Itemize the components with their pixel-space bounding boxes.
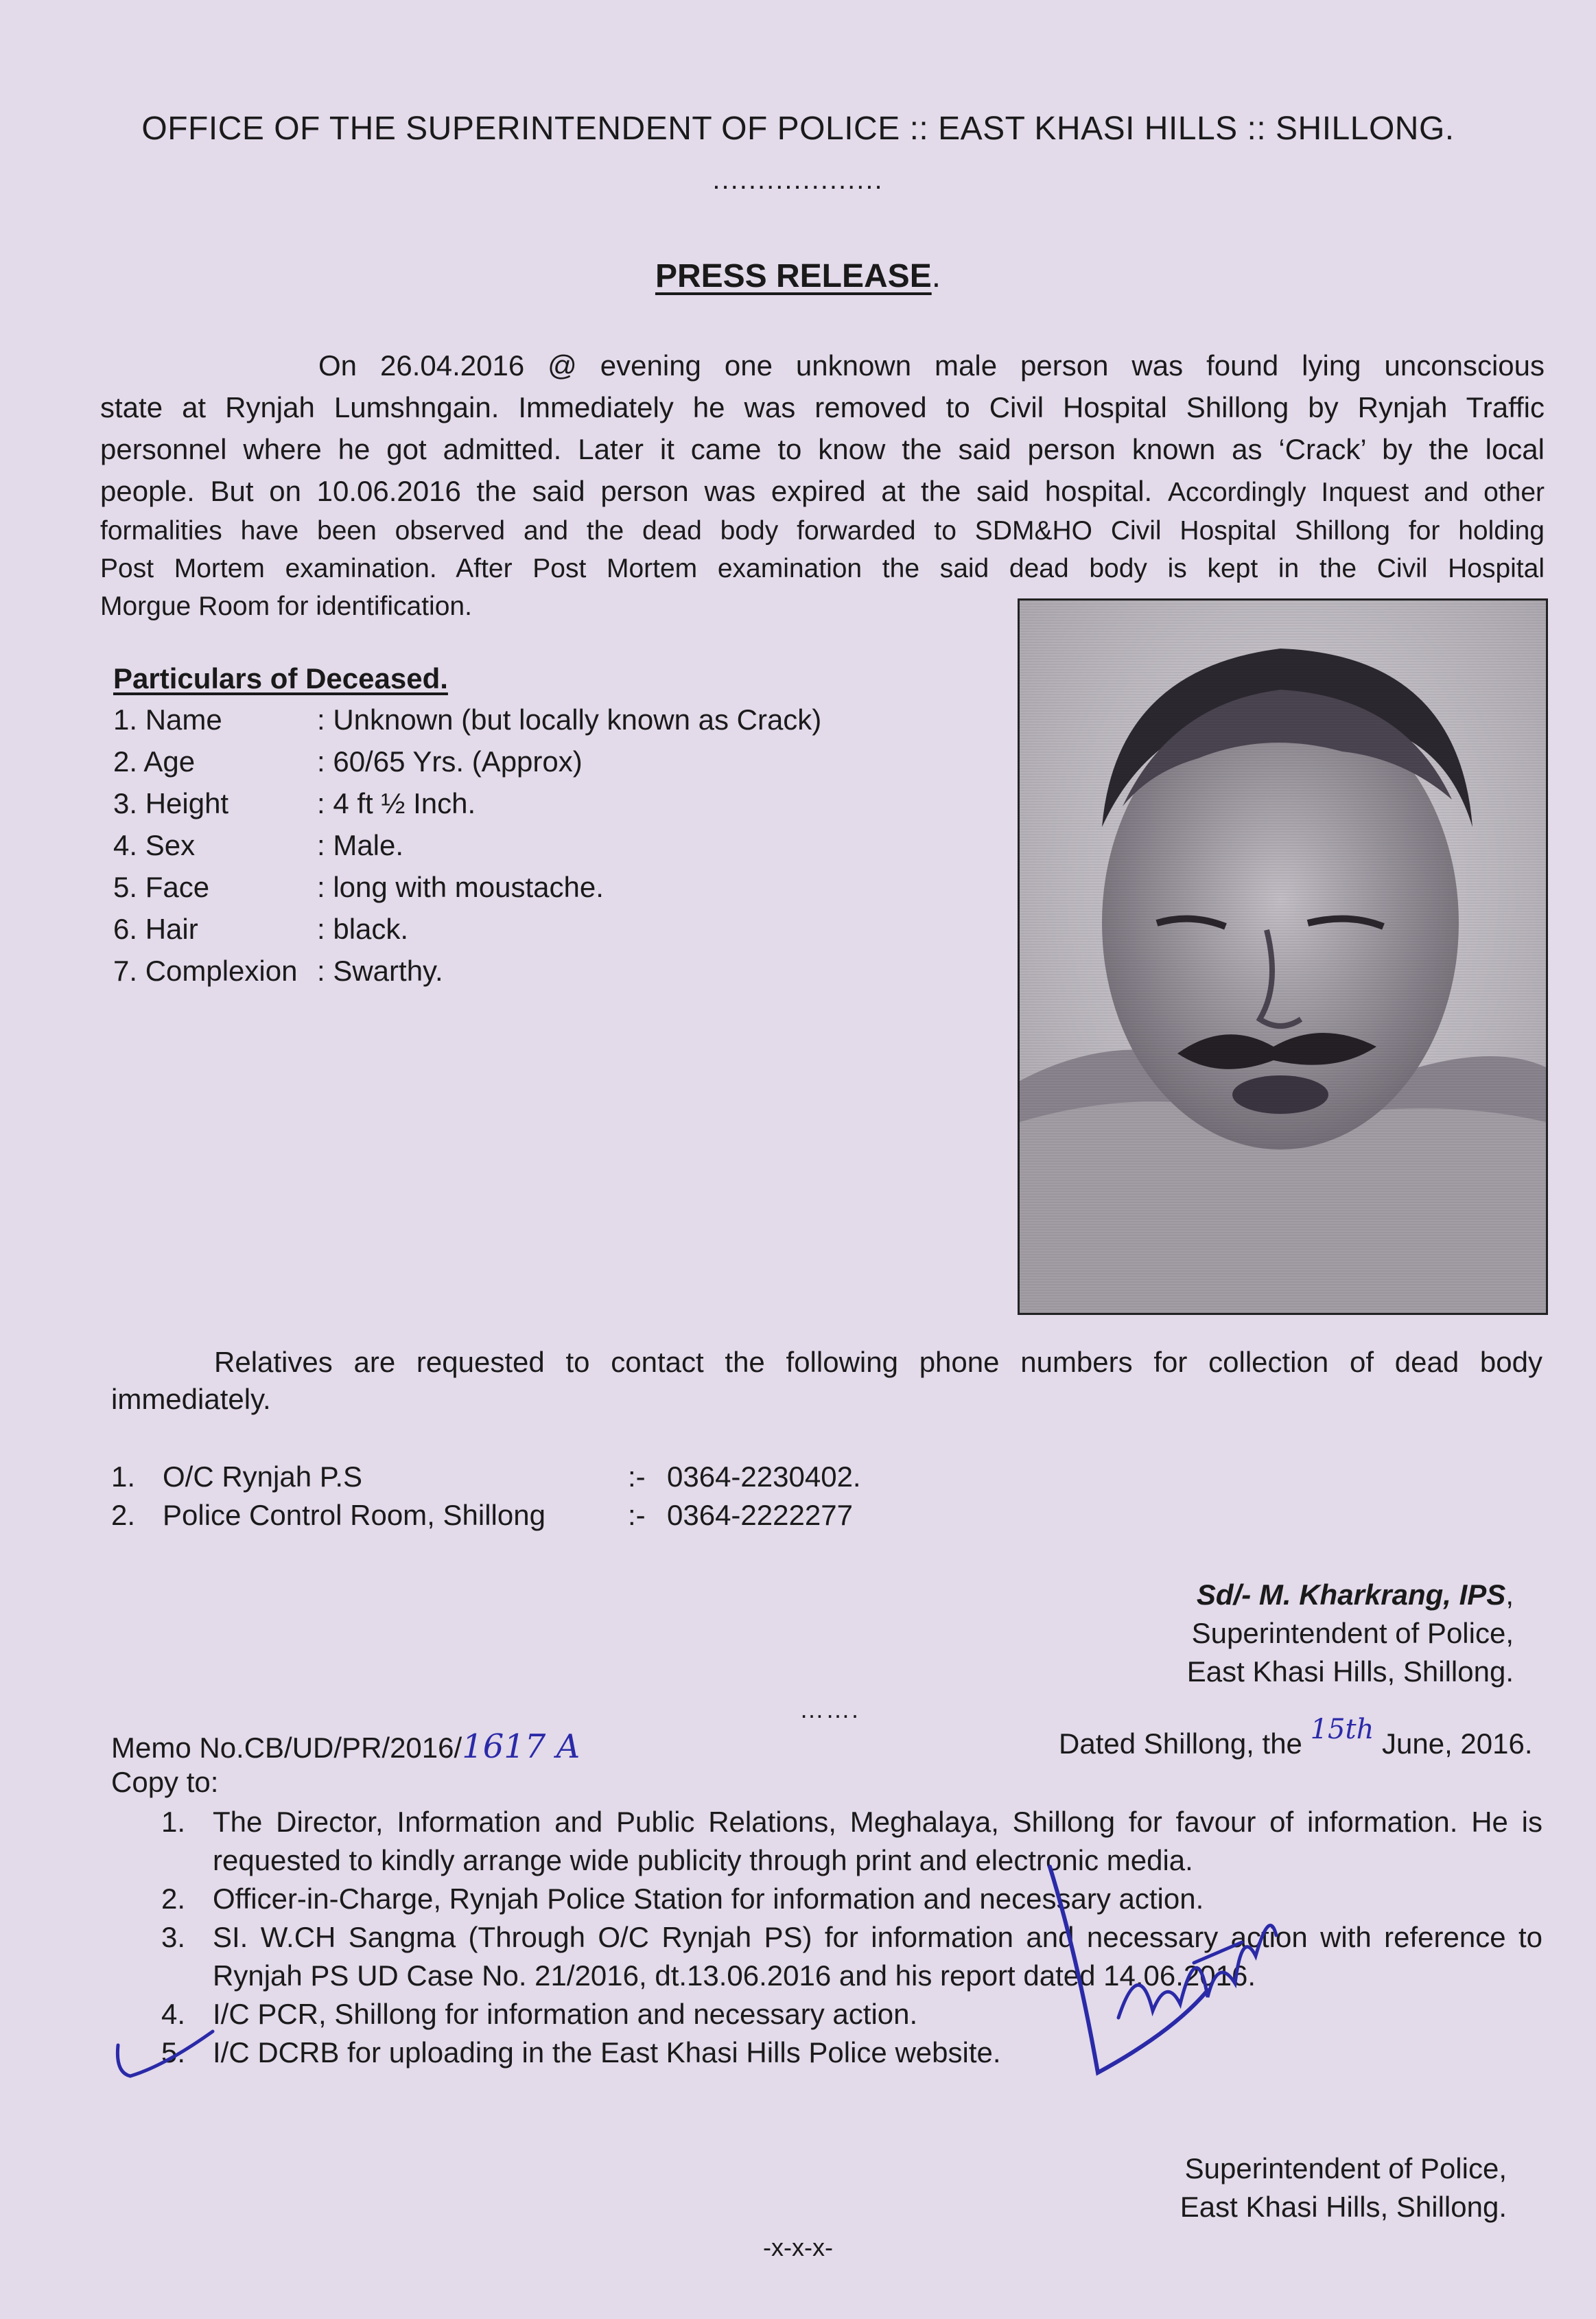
memo-date [1059,1714,1533,1760]
para-line-4-main: people. But on 10.06.2016 the said person was expired at the said hospital. [100,475,1153,507]
signatory-location-2: East Khasi Hills, Shillong. [1180,2191,1507,2223]
particular-value: : Unknown (but locally known as Crack) [317,703,822,736]
copy-to-line: SI. W.CH Sangma (Through O/C Rynjah PS) for information and necessary action with reference to [213,1921,1542,1953]
copy-to-line: Officer-in-Charge, Rynjah Police Station for information and necessary action. [213,1883,1204,1915]
handwritten-day: 15th [1310,1714,1374,1745]
particular-label: 4. Sex [113,829,196,861]
copy-to-body [213,1995,1542,2034]
para-line-6: Post Mortem examination. After Post Mortem examination the said dead body is kept in the Civil Hospital [100,554,1545,583]
contact-num: 2. [111,1499,136,1531]
dated-suffix: June, 2016. [1382,1727,1533,1760]
particular-label: 1. Name [113,703,222,736]
header-separator: ................... [712,165,884,195]
copy-to-num: 4. [161,1998,186,2030]
signatory-name: Sd/- M. Kharkrang, IPS [1196,1578,1506,1611]
copy-to-line: requested to kindly arrange wide publicity through print and electronic media. [213,1844,1193,1876]
copy-to-label: Copy to: [111,1766,219,1798]
signatory-name-suffix: , [1505,1578,1514,1611]
contact-sep: :- [628,1499,646,1531]
relatives-line-1: Relatives are requested to contact the following phone numbers for collection of dead body [214,1346,1542,1378]
memo-number [111,1727,580,1766]
handwritten-signature-icon [1036,1853,1297,2086]
particular-value: : Male. [317,829,404,861]
particular-value: : 4 ft ½ Inch. [317,787,476,819]
para-line-2: state at Rynjah Lumshngain. Immediately he was removed to Civil Hospital Shillong by Rynjah Traffic [100,391,1545,423]
para-line-4 [100,470,1545,512]
copy-to-num: 1. [161,1806,186,1838]
copy-to-body [213,1803,1542,1880]
office-header: OFFICE OF THE SUPERINTENDENT OF POLICE :: EAST KHASI HILLS :: SHILLONG. [141,110,1455,147]
copy-to-body [213,1918,1542,1995]
particular-label: 5. Face [113,871,210,903]
copy-to-num: 3. [161,1921,186,1953]
signatory-designation: Superintendent of Police, [1191,1617,1514,1649]
particular-value: : long with moustache. [317,871,604,903]
title-suffix: . [931,258,941,294]
particular-value: : 60/65 Yrs. (Approx) [317,745,583,778]
contact-sep: :- [628,1460,646,1493]
particular-value: : black. [317,913,409,945]
document-footer: -x-x-x- [763,2233,833,2261]
contact-num: 1. [111,1460,136,1493]
tick-mark-icon [110,2018,220,2093]
copy-to-line: The Director, Information and Public Relations, Meghalaya, Shillong for favour of information. He is [213,1806,1542,1838]
memo-handwritten-number: 1617 A [462,1727,580,1766]
contact-name: Police Control Room, Shillong [163,1499,545,1531]
particular-value: : Swarthy. [317,955,443,987]
particular-label: 2. Age [113,745,196,778]
copy-to-line: I/C PCR, Shillong for information and necessary action. [213,1998,918,2030]
deceased-photo [1018,598,1548,1315]
particular-label: 7. Complexion [113,955,298,987]
contact-name: O/C Rynjah P.S [163,1460,363,1493]
para-line-5: formalities have been observed and the dead body forwarded to SDM&HO Civil Hospital Shillong for holding [100,516,1545,546]
particular-label: 3. Height [113,787,229,819]
signature-block-2 [1180,2149,1507,2226]
relatives-paragraph [111,1344,1542,1418]
relatives-line-2: immediately. [111,1383,271,1415]
copy-to-line: I/C DCRB for uploading in the East Khasi Hills Police website. [213,2036,1001,2069]
contact-phone: 0364-2222277 [667,1499,853,1531]
dated-prefix: Dated Shillong, the [1059,1727,1302,1760]
signatory-name-line [1187,1576,1514,1614]
signatory-designation-2: Superintendent of Police, [1184,2152,1507,2184]
para-line-4-tail: Accordingly Inquest and other [1167,478,1545,507]
particulars-title: Particulars of Deceased. [113,662,448,695]
title-text: PRESS RELEASE [655,258,932,294]
signature-block [1187,1576,1514,1691]
press-release-title [0,257,1596,295]
deceased-photo-image [1020,601,1546,1313]
copy-to-body [213,1880,1542,1918]
copy-to-body [213,2034,1542,2072]
memo-label: Memo No.CB/UD/PR/2016/ [111,1732,462,1764]
para-line-7: Morgue Room for identification. [100,592,472,621]
copy-to-num: 2. [161,1883,186,1915]
copy-to-line: Rynjah PS UD Case No. 21/2016, dt.13.06.2016 and his report dated 14.06.2016. [213,1959,1256,1992]
body-paragraph [100,345,1545,625]
contact-phone: 0364-2230402. [667,1460,861,1493]
copy-to-num: 5. [161,2036,186,2069]
memo-separator: ……. [799,1695,860,1723]
particular-label: 6. Hair [113,913,198,945]
para-line-3: personnel where he got admitted. Later it came to know the said person known as ‘Crack’ by the local [100,433,1545,465]
para-line-1: On 26.04.2016 @ evening one unknown male person was found lying unconscious [318,349,1545,382]
signatory-location: East Khasi Hills, Shillong. [1186,1655,1514,1688]
